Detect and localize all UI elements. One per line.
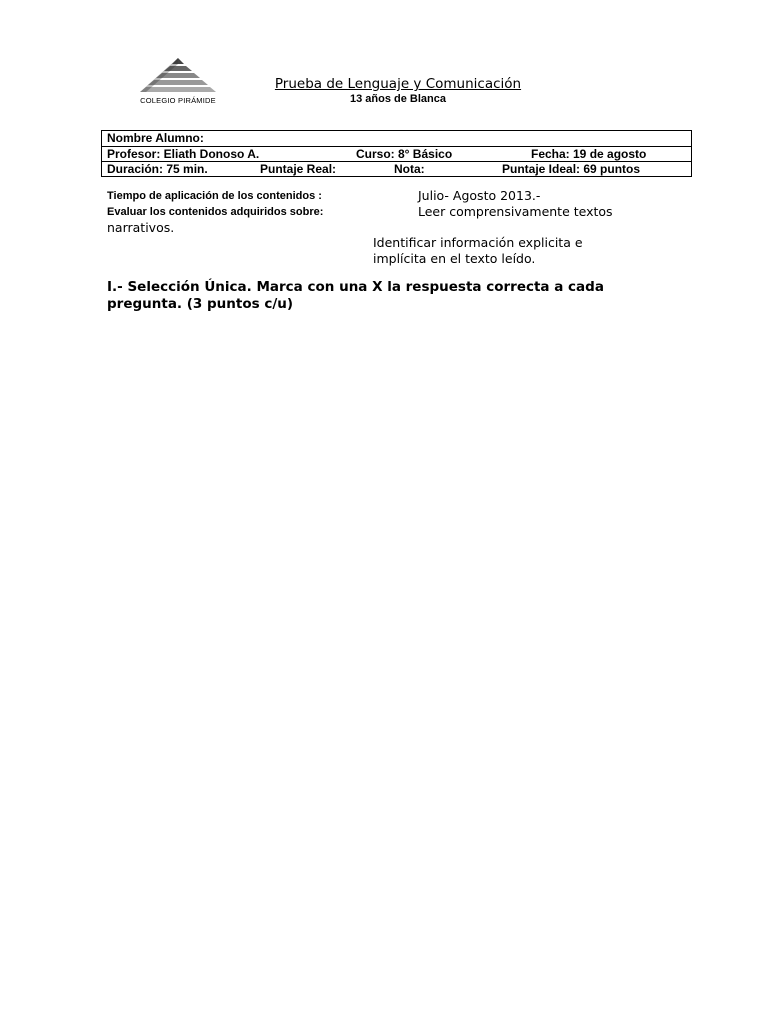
section-heading-line1: I.- Selección Única. Marca con una X la respuesta correcta a cada <box>107 279 604 295</box>
evaluar-label: Evaluar los contenidos adquiridos sobre: <box>107 206 324 218</box>
logo-text: COLEGIO PIRÁMIDE <box>140 96 216 105</box>
fecha-label: Fecha: 19 de agosto <box>531 147 647 161</box>
duracion-label: Duración: 75 min. <box>107 162 208 176</box>
nombre-alumno-label: Nombre Alumno: <box>107 131 204 145</box>
page-title: Prueba de Lenguaje y Comunicación <box>274 76 522 92</box>
section-heading-line2: pregunta. (3 puntos c/u) <box>107 296 294 312</box>
tiempo-label: Tiempo de aplicación de los contenidos : <box>107 190 322 202</box>
identificar-line2: implícita en el texto leído. <box>373 251 536 266</box>
info-row-teacher <box>102 146 691 161</box>
info-row-name <box>102 131 691 146</box>
puntaje-ideal-label: Puntaje Ideal: 69 puntos <box>502 162 641 176</box>
page-subtitle: 13 años de Blanca <box>350 93 446 105</box>
info-row-duration <box>102 161 691 176</box>
identificar-line1: Identificar información explicita e <box>373 235 583 250</box>
student-info-table <box>101 130 692 177</box>
profesor-label: Profesor: Eliath Donoso A. <box>107 147 260 161</box>
curso-label: Curso: 8° Básico <box>356 147 453 161</box>
nota-label: Nota: <box>394 162 425 176</box>
evaluar-value-line2: narrativos. <box>107 220 175 235</box>
tiempo-value: Julio- Agosto 2013.- <box>418 188 541 203</box>
puntaje-real-label: Puntaje Real: <box>260 162 337 176</box>
evaluar-value-line1: Leer comprensivamente textos <box>418 204 613 219</box>
